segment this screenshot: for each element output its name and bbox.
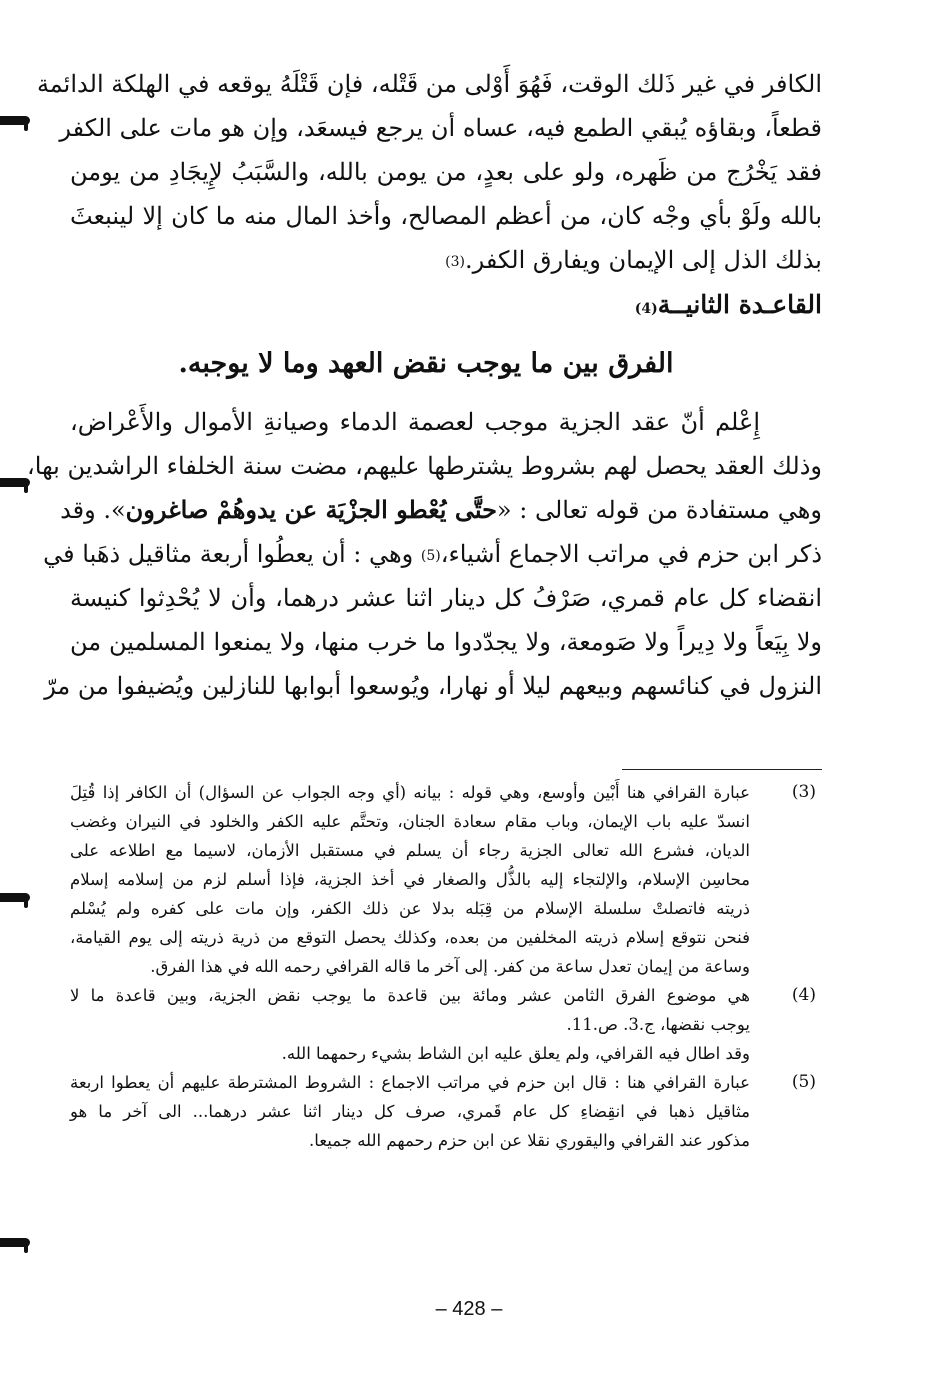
footnote-line: وساعة من إيمان تعدل ساعة من كفر. إلى آخر ما قاله القرافي رحمه الله في هذا الفرق. (150, 957, 750, 976)
footnote-line: انسدّ عليه باب الإيمان، وباب مقام سعادة الجنان، وتحتَّم عليه الكفر والخلود في النيران وغضب (70, 812, 750, 831)
footnote-4 (70, 981, 822, 1039)
footnote-divider (622, 769, 822, 770)
text-line-content: وهي : أن يعطُوا أربعة مثاقيل ذهَبا في (43, 540, 421, 568)
footnote-line: مثاقيل ذهبا في انقِضاءِ كل عام قَمري، صرف كل دينار اثنا عشر درهما... الى آخر ما هو (70, 1102, 750, 1121)
text-line: ولا بِيَعاً ولا دِيراً ولا صَومعة، ولا يجدّدوا ما خرب منها، ولا يمنعوا المسلمين من (70, 628, 822, 656)
footnote-line: هي موضوع الفرق الثامن عشر ومائة بين قاعدة ما يوجب نقض الجزية، وبين قاعدة ما لا (70, 986, 750, 1005)
text-line: انقضاء كل عام قمري، صَرْفُ كل دينار اثنا عشر درهما، وأن لا يُحْدِثوا كنيسة (70, 584, 822, 612)
text-line (70, 238, 822, 282)
margin-mark (0, 478, 30, 487)
section-heading: الفرق بين ما يوجب نقض العهد وما لا يوجبه. (178, 348, 674, 379)
text-line (43, 532, 822, 576)
text-line: إِعْلم أنّ عقد الجزية موجب لعصمة الدماء وصيانةِ الأموال والأَعْراض، (70, 408, 760, 436)
footnotes (70, 778, 822, 1155)
text-line: الكافر في غير ذَلك الوقت، فَهُوَ أَوْلى من قَتْله، فإن قَتْلَهُ يوقعه في الهلكة الدائمة (36, 70, 822, 98)
margin-mark (0, 893, 30, 902)
footnote-line: ذريته فاتصلتْ سلسلة الإسلام من قِبَله بدلا عن ذلك الكفر، وإن مات على كفره ولم يُسْلم (70, 899, 750, 918)
footnote-ref: (4) (634, 301, 658, 317)
text-line (60, 488, 822, 532)
rule-title-text: القاعـدة الثانيــة (657, 290, 822, 319)
body-paragraph (27, 400, 822, 708)
footnote-number: (4) (791, 985, 816, 1005)
margin-mark (0, 116, 30, 125)
footnote-line: يوجب نقضها، ج.3. ص.11. (566, 1015, 750, 1034)
text-line: قطعاً، وبقاؤه يُبقي الطمع فيه، عساه أن يرجع فيسعَد، وإن هو مات على الكفر (59, 114, 822, 142)
footnote-line: فنحن نتوقع إسلام ذريته المخلفين من بعده، وكذلك يحصل التوقع من ذرية ذريته إلى يوم القيامة، (70, 928, 750, 947)
footnote-ref: (3) (445, 254, 465, 270)
footnote-line: عبارة القرافي هنا : قال ابن حزم في مراتب الاجماع : الشروط المشترطة عليهم أن يعطوا اربعة (70, 1073, 750, 1092)
footnote-number: (3) (791, 782, 816, 802)
footnote-4-extra (70, 1039, 822, 1068)
text-line: بالله ولَوْ بأي وجْه كان، من أعظم المصالح، وأخذ المال منه ما كان إلا لينبعثَ (70, 202, 822, 230)
footnote-ref: (5) (420, 548, 441, 564)
text-line: وذلك العقد يحصل لهم بشروط يشترطها عليهم، مضت سنة الخلفاء الراشدين بها، (27, 452, 822, 480)
footnote-3 (70, 778, 822, 981)
footnote-5 (70, 1068, 822, 1155)
text-line: فقد يَخْرُج من ظَهره، ولو على بعدٍ، من يومن بالله، والسَّبَبُ لإِيجَادِ من يومن (70, 158, 822, 186)
quote-outro: ». وقد (60, 496, 126, 524)
footnote-line: محاسِن الإسلام، والإلتجاء إليه بالذُّل والصغار في أخذ الجزية، فإذا أسلم لزم من إسلامه إسلام (70, 870, 750, 889)
page-number: – 428 – (435, 1298, 503, 1320)
text-line-content: ذكر ابن حزم في مراتب الاجماع أشياء، (440, 540, 822, 568)
footnote-number: (5) (791, 1072, 816, 1092)
footnote-line: مذكور عند القرافي واليقوري نقلا عن ابن حزم رحمهم الله جميعا. (309, 1131, 750, 1150)
rule-title (70, 282, 822, 328)
main-text (27, 62, 822, 708)
margin-mark (0, 1238, 30, 1247)
footnote-line: وقد اطال فيه القرافي، ولم يعلق عليه ابن الشاط بشيء رحمهما الله. (281, 1044, 750, 1063)
quran-quote: حتَّى يُعْطو الجزْيَة عن يدوهُمْ صاغرون (125, 495, 497, 524)
text-line: النزول في كنائسهم وبيعهم ليلا أو نهارا، ويُوسعوا أبوابها للنازلين ويُضيفوا من مرّ (44, 672, 822, 700)
quote-intro: وهي مستفادة من قوله تعالى : « (496, 496, 822, 524)
footnote-line: عبارة القرافي هنا أَبْين وأوسع، وهي قوله : بيانه (أي وجه الجواب عن السؤال) أن الكافر إذا قُتِلَ (70, 783, 750, 802)
footnote-line: الديان، فشرع الله تعالى الجزية رجاء أن يسلم في مستقبل الأزمان، لاسيما مع اطلاعه على (70, 841, 750, 860)
text-line-content: بذلك الذل إلى الإيمان ويفارق الكفر. (465, 246, 822, 274)
